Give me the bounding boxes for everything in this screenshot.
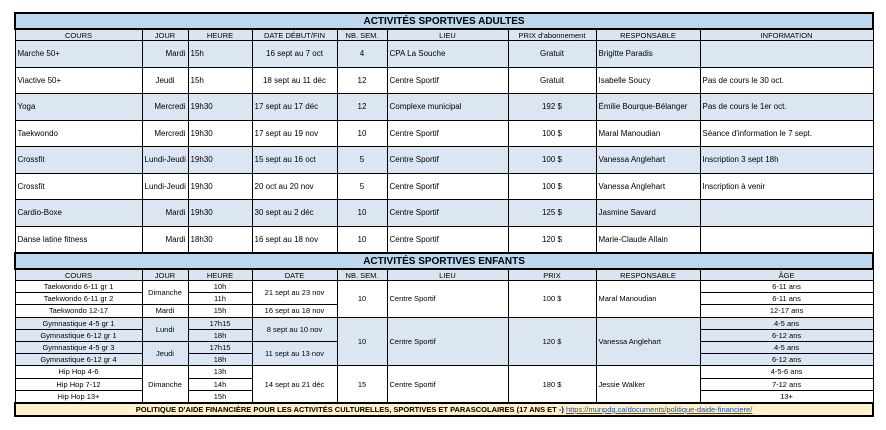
cell-info: Pas de cours le 1er oct. xyxy=(700,94,873,121)
cell-prix: 180 $ xyxy=(508,366,596,403)
cell-heure: 15h xyxy=(188,305,252,317)
cell-heure: 13h xyxy=(188,366,252,378)
cell-resp: Marie-Claude Allain xyxy=(596,226,700,253)
cell-date: 15 sept au 16 oct xyxy=(252,147,337,174)
col-header: PRIX d'abonnement xyxy=(508,29,596,41)
cell-prix: Gratuit xyxy=(508,67,596,94)
col-header: PRIX xyxy=(508,269,596,281)
cell-date: 17 sept au 17 déc xyxy=(252,94,337,121)
cell-sem: 5 xyxy=(337,173,387,200)
cell-date: 16 sept au 18 nov xyxy=(252,226,337,253)
cell-heure: 15h xyxy=(188,67,252,94)
cell-lieu: Centre Sportif xyxy=(387,120,508,147)
cell-heure: 18h xyxy=(188,354,252,366)
cell-age: 6-11 ans xyxy=(700,293,873,305)
cell-heure: 15h xyxy=(188,390,252,403)
cell-cours: Taekwondo 6-11 gr 1 xyxy=(15,281,142,293)
cell-heure: 19h30 xyxy=(188,200,252,227)
activities-sheet xyxy=(14,12,872,417)
cell-resp: Isabelle Soucy xyxy=(596,67,700,94)
financial-policy-text: POLITIQUE D'AIDE FINANCIÈRE POUR LES ACTIVITÉS CULTURELLES, SPORTIVES ET PARASCOLAIRES (17 ANS ET -) xyxy=(135,404,564,414)
col-header: JOUR xyxy=(142,29,188,41)
financial-policy-link[interactable]: https://munpdg.ca/documents/politique-daide-financiere/ xyxy=(565,404,753,414)
cell-age: 13+ xyxy=(700,390,873,403)
cell-cours: Danse latine fitness xyxy=(15,226,142,253)
table-row xyxy=(15,281,873,293)
cell-cours: Hip Hop 4-6 xyxy=(15,366,142,378)
cell-resp: Maral Manoudian xyxy=(596,281,700,318)
cell-resp: Jasmine Savard xyxy=(596,200,700,227)
cell-lieu: Centre Sportif xyxy=(387,67,508,94)
cell-sem: 10 xyxy=(337,226,387,253)
cell-cours: Gymnastique 4-5 gr 1 xyxy=(15,317,142,329)
col-header: NB. SEM. xyxy=(337,269,387,281)
cell-jour: Mardi xyxy=(142,200,188,227)
cell-prix: 192 $ xyxy=(508,94,596,121)
cell-jour: Lundi-Jeudi xyxy=(142,147,188,174)
col-header: INFORMATION xyxy=(700,29,873,41)
cell-jour: Dimanche xyxy=(142,281,188,305)
col-header: LIEU xyxy=(387,269,508,281)
cell-lieu: Centre Sportif xyxy=(387,147,508,174)
cell-lieu: Centre Sportif xyxy=(387,173,508,200)
cell-jour: Mercredi xyxy=(142,120,188,147)
col-header: COURS xyxy=(15,269,142,281)
cell-age: 6-12 ans xyxy=(700,329,873,341)
activities-table xyxy=(14,12,874,417)
cell-cours: Yoga xyxy=(15,94,142,121)
cell-cours: Cardio-Boxe xyxy=(15,200,142,227)
cell-heure: 15h xyxy=(188,41,252,68)
cell-info xyxy=(700,226,873,253)
kids-title: ACTIVITÉS SPORTIVES ENFANTS xyxy=(15,253,873,269)
cell-heure: 19h30 xyxy=(188,173,252,200)
cell-lieu: CPA La Souche xyxy=(387,41,508,68)
cell-jour: Mercredi xyxy=(142,94,188,121)
cell-lieu: Centre Sportif xyxy=(387,281,508,318)
cell-date: 21 sept au 23 nov xyxy=(252,281,337,305)
cell-heure: 18h xyxy=(188,329,252,341)
cell-date: 18 sept au 11 déc xyxy=(252,67,337,94)
cell-cours: Gymnastique 6-12 gr 1 xyxy=(15,329,142,341)
kids-header-row xyxy=(15,269,873,281)
table-row xyxy=(15,94,873,121)
cell-prix: 100 $ xyxy=(508,281,596,318)
col-header: RESPONSABLE xyxy=(596,29,700,41)
table-row xyxy=(15,120,873,147)
cell-lieu: Centre Sportif xyxy=(387,366,508,403)
cell-prix: 120 $ xyxy=(508,317,596,366)
table-row xyxy=(15,226,873,253)
footer-cell xyxy=(15,403,873,416)
col-header: HEURE xyxy=(188,29,252,41)
col-header: JOUR xyxy=(142,269,188,281)
cell-heure: 19h30 xyxy=(188,94,252,121)
table-row xyxy=(15,67,873,94)
col-header: ÂGE xyxy=(700,269,873,281)
cell-cours: Taekwondo 6-11 gr 2 xyxy=(15,293,142,305)
cell-heure: 10h xyxy=(188,281,252,293)
table-row xyxy=(15,173,873,200)
cell-jour: Jeudi xyxy=(142,341,188,365)
cell-info: Séance d'information le 7 sept. xyxy=(700,120,873,147)
cell-cours: Crossfit xyxy=(15,173,142,200)
table-row xyxy=(15,317,873,329)
cell-date: 30 sept au 2 déc xyxy=(252,200,337,227)
cell-resp: Vanessa Anglehart xyxy=(596,317,700,366)
cell-date: 16 sept au 18 nov xyxy=(252,305,337,317)
cell-date: 8 sept au 10 nov xyxy=(252,317,337,341)
cell-heure: 19h30 xyxy=(188,120,252,147)
cell-age: 7-12 ans xyxy=(700,378,873,390)
cell-resp: Émilie Bourque-Bélanger xyxy=(596,94,700,121)
cell-lieu: Centre Sportif xyxy=(387,226,508,253)
cell-heure: 19h30 xyxy=(188,147,252,174)
col-header: DATE DÉBUT/FIN xyxy=(252,29,337,41)
cell-heure: 17h15 xyxy=(188,341,252,353)
cell-info xyxy=(700,41,873,68)
cell-jour: Lundi xyxy=(142,317,188,341)
cell-jour: Lundi-Jeudi xyxy=(142,173,188,200)
table-row xyxy=(15,366,873,378)
cell-jour: Mardi xyxy=(142,226,188,253)
cell-age: 4-5-6 ans xyxy=(700,366,873,378)
table-row xyxy=(15,147,873,174)
cell-info: Inscription 3 sept 18h xyxy=(700,147,873,174)
col-header: NB. SEM. xyxy=(337,29,387,41)
col-header: LIEU xyxy=(387,29,508,41)
cell-cours: Taekwondo 12-17 xyxy=(15,305,142,317)
cell-prix: 100 $ xyxy=(508,120,596,147)
cell-jour: Mardi xyxy=(142,41,188,68)
cell-age: 4-5 ans xyxy=(700,341,873,353)
cell-date: 16 sept au 7 oct xyxy=(252,41,337,68)
adults-header-row xyxy=(15,29,873,41)
cell-lieu: Complexe municipal xyxy=(387,94,508,121)
cell-sem: 5 xyxy=(337,147,387,174)
cell-sem: 12 xyxy=(337,67,387,94)
cell-heure: 14h xyxy=(188,378,252,390)
cell-cours: Gymnastique 4-5 gr 3 xyxy=(15,341,142,353)
table-row xyxy=(15,200,873,227)
cell-info: Inscription à venir xyxy=(700,173,873,200)
cell-jour: Jeudi xyxy=(142,67,188,94)
col-header: COURS xyxy=(15,29,142,41)
col-header: RESPONSABLE xyxy=(596,269,700,281)
cell-heure: 18h30 xyxy=(188,226,252,253)
cell-sem: 15 xyxy=(337,366,387,403)
cell-age: 6-12 ans xyxy=(700,354,873,366)
cell-sem: 10 xyxy=(337,200,387,227)
cell-sem: 10 xyxy=(337,281,387,318)
col-header: HEURE xyxy=(188,269,252,281)
cell-resp: Brigitte Paradis xyxy=(596,41,700,68)
cell-jour: Mardi xyxy=(142,305,188,317)
cell-info: Pas de cours le 30 oct. xyxy=(700,67,873,94)
cell-prix: 100 $ xyxy=(508,173,596,200)
cell-age: 4-5 ans xyxy=(700,317,873,329)
cell-resp: Maral Manoudian xyxy=(596,120,700,147)
cell-sem: 4 xyxy=(337,41,387,68)
cell-heure: 11h xyxy=(188,293,252,305)
cell-prix: 120 $ xyxy=(508,226,596,253)
cell-jour: Dimanche xyxy=(142,366,188,403)
cell-age: 12-17 ans xyxy=(700,305,873,317)
cell-resp: Vanessa Anglehart xyxy=(596,147,700,174)
cell-date: 14 sept au 21 déc xyxy=(252,366,337,403)
cell-sem: 10 xyxy=(337,120,387,147)
cell-info xyxy=(700,200,873,227)
adults-title: ACTIVITÉS SPORTIVES ADULTES xyxy=(15,13,873,29)
cell-prix: 100 $ xyxy=(508,147,596,174)
footer-row xyxy=(15,403,873,416)
cell-date: 17 sept au 19 nov xyxy=(252,120,337,147)
cell-sem: 12 xyxy=(337,94,387,121)
cell-resp: Jessie Walker xyxy=(596,366,700,403)
cell-cours: Gymnastique 6-12 gr 4 xyxy=(15,354,142,366)
cell-cours: Viactive 50+ xyxy=(15,67,142,94)
cell-cours: Hip Hop 7-12 xyxy=(15,378,142,390)
cell-heure: 17h15 xyxy=(188,317,252,329)
cell-lieu: Centre Sportif xyxy=(387,200,508,227)
cell-age: 6-11 ans xyxy=(700,281,873,293)
col-header: DATE xyxy=(252,269,337,281)
cell-sem: 10 xyxy=(337,317,387,366)
cell-prix: 125 $ xyxy=(508,200,596,227)
cell-cours: Marche 50+ xyxy=(15,41,142,68)
cell-cours: Crossfit xyxy=(15,147,142,174)
cell-lieu: Centre Sportif xyxy=(387,317,508,366)
cell-date: 11 sept au 13 nov xyxy=(252,341,337,365)
cell-resp: Vanessa Anglehart xyxy=(596,173,700,200)
cell-date: 20 oct au 20 nov xyxy=(252,173,337,200)
cell-cours: Hip Hop 13+ xyxy=(15,390,142,403)
cell-cours: Taekwondo xyxy=(15,120,142,147)
table-row xyxy=(15,41,873,68)
cell-prix: Gratuit xyxy=(508,41,596,68)
